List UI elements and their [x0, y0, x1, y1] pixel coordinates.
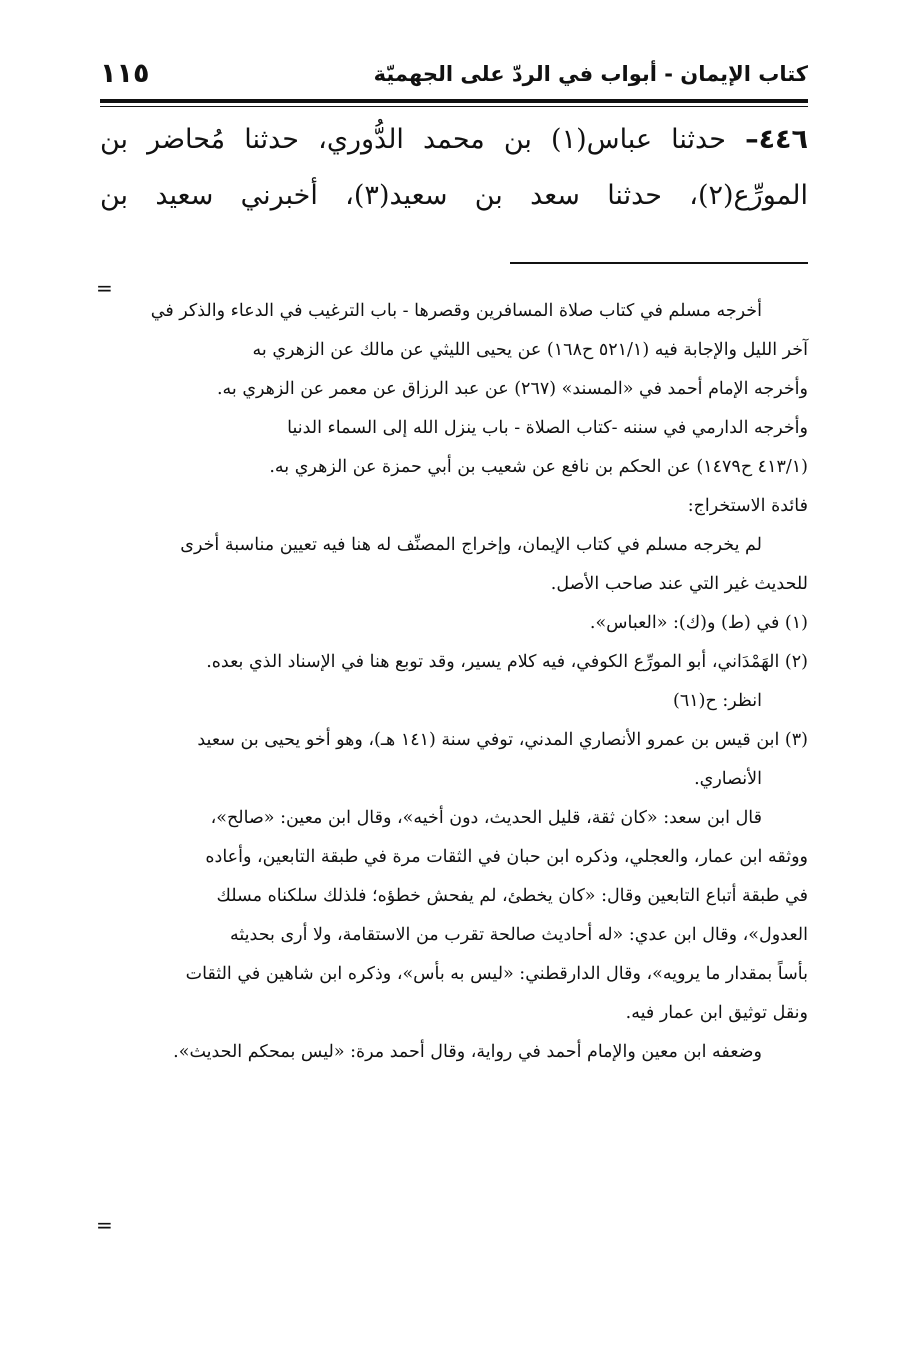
running-header — [100, 60, 808, 98]
bio-line: في طبقة أتباع التابعين وقال: «كان يخطئ، لم يفحش خطؤه؛ فلذلك سلكناه مسلك — [216, 886, 808, 906]
bio-line: العدول»، وقال ابن عدي: «له أحاديث صالحة تقرب من الاستقامة، ولا أرى بحديثه — [230, 925, 808, 945]
bio-line: بأساً بمقدار ما يرويه»، وقال الدارقطني: «ليس به بأس»، وذكره ابن شاهين في الثقات — [185, 964, 808, 984]
bio-line: قال ابن سعد: «كان ثقة، قليل الحديث، دون أخيه»، وقال ابن معين: «صالح»، — [210, 808, 762, 828]
faida-line: لم يخرجه مسلم في كتاب الإيمان، وإخراج المصنِّف له هنا فيه تعيين مناسبة أخرى — [180, 535, 762, 555]
faida-line: للحديث غير التي عند صاحب الأصل. — [550, 574, 808, 594]
bio-line: وضعفه ابن معين والإمام أحمد في رواية، وقال أحمد مرة: «ليس بمحكم الحديث». — [173, 1042, 762, 1062]
hadith-number: ٤٤٦– — [745, 124, 809, 155]
footnote-separator — [510, 262, 808, 264]
faida-title: فائدة الاستخراج: — [687, 496, 808, 516]
takhrij-line: (٤١٣/١ ح١٤٧٩) عن الحكم بن نافع عن شعيب بن أبي حمزة عن الزهري به. — [269, 457, 808, 477]
hadith-text — [100, 112, 808, 224]
footnotes — [100, 292, 808, 1072]
footnote-3-cont: الأنصاري. — [694, 769, 762, 789]
hadith-line-1 — [100, 112, 808, 168]
footnote-2: (٢) الهَمْدَاني، أبو المورِّع الكوفي، فيه كلام يسير، وقد توبع هنا في الإسناد الذي بعده. — [206, 652, 808, 672]
bio-line: ووثقه ابن عمار، والعجلي، وذكره ابن حبان في الثقات مرة في طبقة التابعين، وأعاده — [205, 847, 808, 867]
takhrij-line: أخرجه مسلم في كتاب صلاة المسافرين وقصرها - باب الترغيب في الدعاء والذكر في — [150, 301, 762, 321]
page-number: ١١٥ — [100, 58, 150, 89]
running-title: كتاب الإيمان - أبواب في الردّ على الجهميّة — [373, 62, 808, 86]
takhrij-line: آخر الليل والإجابة فيه (٥٢١/١ ح١٦٨) عن يحيى الليثي عن مالك عن الزهري به — [252, 340, 808, 360]
hadith-line-2: المورِّع(٢)، حدثنا سعد بن سعيد(٣)، أخبرني سعيد بن — [100, 180, 808, 211]
hadith-line-1-text: حدثنا عباس(١) بن محمد الدُّوري، حدثنا مُحاضر بن — [100, 124, 726, 155]
footnote-1: (١) في (ط) و(ك): «العباس». — [589, 613, 808, 633]
continuation-mark-top: = — [96, 276, 113, 300]
header-rule-thick — [100, 99, 808, 103]
footnote-3: (٣) ابن قيس بن عمرو الأنصاري المدني، توفي سنة (١٤١ هـ)، وهو أخو يحيى بن سعيد — [197, 730, 808, 750]
continuation-mark-bottom: = — [96, 1213, 113, 1237]
bio-line: ونقل توثيق ابن عمار فيه. — [625, 1003, 808, 1023]
footnote-2-cont: انظر: ح(٦١) — [673, 691, 762, 711]
takhrij-line: وأخرجه الدارمي في سننه -كتاب الصلاة - باب ينزل الله إلى السماء الدنيا — [287, 418, 808, 438]
header-rule-thin — [100, 106, 808, 107]
takhrij-line: وأخرجه الإمام أحمد في «المسند» (٢٦٧) عن عبد الرزاق عن معمر عن الزهري به. — [216, 379, 808, 399]
